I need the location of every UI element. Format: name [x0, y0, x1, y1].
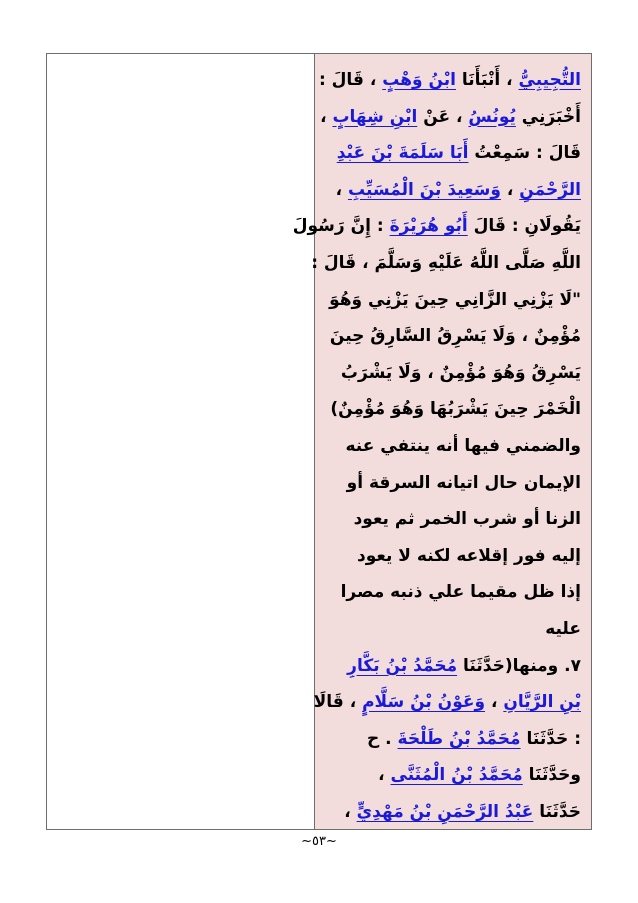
text-segment: الْخَمْرَ حِينَ يَشْرَبُهَا وَهُوَ مُؤْمِنٌ)	[330, 399, 581, 420]
text-segment: مُؤْمِنٌ ، وَلَا يَسْرِقُ السَّارِقُ حِينَ	[329, 326, 581, 347]
text-segment: أَخْبَرَنِي	[515, 106, 581, 127]
narrator-name: بْنِ الرَّيَّانِ	[503, 692, 581, 713]
text-line	[323, 721, 581, 758]
text-segment: : إِنَّ رَسُولَ	[292, 216, 390, 237]
text-segment: يَقُولَانِ : قَالَ	[467, 216, 581, 237]
text-segment: ،	[335, 179, 348, 200]
table-frame	[46, 53, 592, 830]
narrator-name: أَبُو هُرَيْرَةَ	[389, 216, 468, 237]
text-segment: ،	[320, 106, 333, 127]
narrator-name: ابْنِ شِهَابٍ	[332, 106, 418, 127]
text-segment: ، قَالَ :	[318, 70, 383, 90]
text-segment: اللَّهِ صَلَّى اللَّهُ عَلَيْهِ وَسَلَّمَ ، قَالَ :	[311, 252, 581, 273]
text-line	[313, 684, 581, 721]
text-segment: ،	[485, 692, 504, 713]
text-segment: قَالَ : سَمِعْتُ	[468, 143, 581, 164]
narrator-name: مُحَمَّدُ بْنُ الْمُثَنَّى	[390, 765, 523, 786]
text-line	[323, 757, 581, 794]
text-line	[323, 391, 581, 428]
text-line	[292, 208, 581, 245]
narrator-name: أَبَا سَلَمَةَ بْنَ عَبْدِ	[336, 143, 469, 164]
text-line	[323, 355, 581, 392]
narrator-name: وَسَعِيدَ بْنَ الْمُسَيِّبِ	[347, 179, 501, 200]
text-line	[320, 99, 581, 136]
narrator-name: التُّجِيبِيُّ	[518, 70, 581, 90]
text-segment: إذا ظل مقيما علي ذنبه مصرا	[340, 582, 581, 603]
text-segment: ، أَنْبَأَنَا	[456, 70, 519, 90]
narrator-name: مُحَمَّدُ بْنُ طَلْحَةَ	[397, 728, 521, 749]
narrator-name: ابْنُ وَهْبٍ	[382, 70, 456, 90]
text-segment: ،	[378, 765, 391, 786]
narrator-name: مُحَمَّدُ بْنُ بَكَّارِ	[347, 655, 458, 676]
text-segment: وحَدَّثَنَا	[522, 765, 581, 786]
text-line	[318, 62, 581, 99]
text-segment: ، عَنْ	[417, 106, 469, 127]
text-line	[323, 538, 581, 575]
text-line	[323, 501, 581, 538]
hadith-text-cell	[292, 54, 591, 829]
text-line	[323, 611, 581, 648]
text-line	[323, 135, 581, 172]
text-line	[323, 574, 581, 611]
text-segment: والضمني فيها أنه ينتفي عنه	[345, 435, 581, 456]
text-segment: ، قَالَا	[313, 692, 363, 713]
narrator-name: يُونُسُ	[468, 106, 516, 127]
page-number: ~٥٣~	[301, 834, 337, 849]
empty-left-cell	[47, 54, 315, 829]
text-line	[323, 465, 581, 502]
text-segment: "لَا يَزْنِي الزَّانِي حِينَ يَزْنِي وَهُوَ	[329, 289, 581, 310]
text-segment: يَسْرِقُ وَهُوَ مُؤْمِنٌ ، وَلَا يَشْرَبُ	[340, 362, 581, 383]
narrator-name: وَعَوْنُ بْنُ سَلَّامٍ	[362, 692, 486, 713]
text-segment: : حَدَّثَنَا	[520, 728, 581, 749]
text-line	[323, 428, 581, 465]
narrator-name: الرَّحْمَنِ	[519, 179, 581, 200]
text-segment: حَدَّثَنَا	[533, 801, 581, 822]
narrator-name: عَبْدُ الرَّحْمَنِ بْنُ مَهْدِيٍّ	[356, 801, 534, 822]
text-line	[323, 318, 581, 355]
text-segment: إليه فور إقلاعه لكنه لا يعود	[357, 545, 581, 566]
text-line	[323, 648, 581, 685]
text-line	[323, 172, 581, 209]
text-segment: الزنا أو شرب الخمر ثم يعود	[353, 509, 581, 530]
text-segment: ،	[344, 801, 357, 822]
text-segment: ،	[500, 179, 520, 200]
text-segment: . ح	[367, 728, 398, 749]
text-segment: ٧. ومنها(حَدَّثَنَا	[457, 655, 581, 676]
text-segment: عليه	[545, 618, 581, 639]
text-line	[323, 794, 581, 831]
text-line	[311, 245, 581, 282]
text-line	[323, 282, 581, 319]
text-segment: الإيمان حال اتيانه السرقة أو	[346, 472, 581, 493]
